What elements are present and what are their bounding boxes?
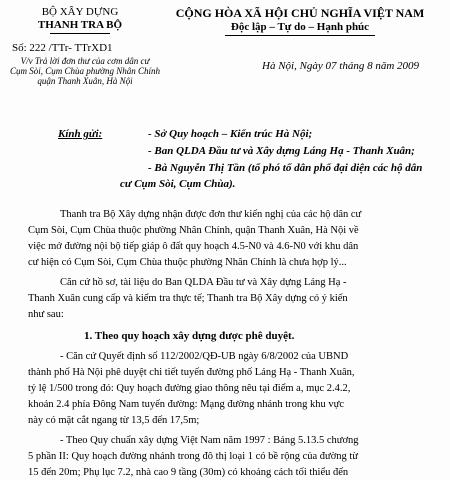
subject-line: quận Thanh Xuân, Hà Nội bbox=[37, 76, 133, 86]
body-line: Căn cứ hồ sơ, tài liệu do Ban QLDA Đầu tư và Xây dựng Láng Hạ - bbox=[60, 277, 347, 288]
national-motto: Độc lập – Tự do – Hạnh phúc bbox=[230, 21, 370, 33]
recipient-line: - Sở Quy hoạch – Kiến trúc Hà Nội; bbox=[148, 128, 313, 140]
body-line: Thanh Xuân cung cấp và kiểm tra thực tế; Thanh tra Bộ Xây dựng có ý kiến bbox=[28, 293, 348, 304]
body-line: 5 phần II: Quy hoạch đường nhánh trong đô thị loại 1 có bề rộng của đường từ bbox=[28, 451, 358, 462]
body-line: tỷ lệ 1/500 trong đó: Quy hoạch đường giao thông nêu tại điểm a, mục 2.4.2, bbox=[28, 383, 351, 394]
section-heading: 1. Theo quy hoạch xây dựng được phê duyệt. bbox=[84, 330, 295, 342]
motto-underline bbox=[225, 35, 375, 36]
issuer-block bbox=[0, 6, 160, 34]
body-line: Thanh tra Bộ Xây dựng nhận được đơn thư kiến nghị của các hộ dân cư bbox=[60, 209, 362, 220]
body-line: này có mặt cắt ngang từ 13,5 đến 17,5m; bbox=[28, 415, 200, 426]
body-line: cư hiện có Cụm Sòi, Cụm Chùa thuộc phường Nhân Chính là chưa hợp lý... bbox=[28, 257, 347, 268]
recipients-label: Kính gửi: bbox=[58, 128, 103, 140]
department-name: THANH TRA BỘ bbox=[37, 19, 123, 31]
document-number: Số: 222 /TTr- TTrXD1 bbox=[12, 42, 113, 54]
body-line: như sau: bbox=[28, 309, 64, 320]
body-line: việc mở đường nội bộ tiếp giáp ô đất quy hoạch 4.5-N0 và 4.6-N0 với khu dân bbox=[28, 241, 359, 252]
body-line: - Theo Quy chuẩn xây dựng Việt Nam năm 1997 : Bảng 5.13.5 chương bbox=[60, 435, 359, 446]
body-line: - Căn cứ Quyết định số 112/2002/QĐ-UB ngày 6/8/2002 của UBND bbox=[60, 351, 349, 362]
recipient-line: - Bà Nguyễn Thị Tần (tổ phó tổ dân phố đại diện các hộ dân bbox=[148, 162, 423, 174]
document-date: Hà Nội, Ngày 07 tháng 8 năm 2009 bbox=[262, 60, 420, 72]
issuer-underline bbox=[50, 33, 110, 34]
body-line: khoản 2.4 phía Đông Nam tuyến đường: Mạng đường nhánh trong khu vực bbox=[28, 399, 345, 410]
agency-name: BỘ XÂY DỰNG bbox=[41, 6, 119, 18]
nation-title: CỘNG HÒA XÃ HỘI CHỦ NGHĨA VIỆT NAM bbox=[175, 6, 425, 20]
document-subject bbox=[10, 56, 160, 86]
body-line: thành phố Hà Nội phê duyệt chi tiết tuyến đường phố Láng Hạ - Thanh Xuân, bbox=[28, 367, 355, 378]
recipient-line: cư Cụm Sòi, Cụm Chùa). bbox=[120, 178, 236, 190]
subject-line: V/v Trả lời đơn thư của cơm dân cư bbox=[20, 56, 150, 66]
body-line: 15 đến 20m; Phụ lục 7.2, nhà cao 9 tầng (30m) có khoảng cách tối thiểu đến bbox=[28, 467, 349, 478]
recipient-line: - Ban QLDA Đầu tư và Xây dựng Láng Hạ - Thanh Xuân; bbox=[148, 145, 415, 157]
body-line: Cụm Sòi, Cụm Chùa thuộc phường Nhân Chính, quận Thanh Xuân, Hà Nội về bbox=[28, 225, 359, 236]
national-header bbox=[150, 6, 450, 36]
subject-line: Cụm Sòi, Cụm Chùa phường Nhân Chính bbox=[10, 66, 160, 76]
